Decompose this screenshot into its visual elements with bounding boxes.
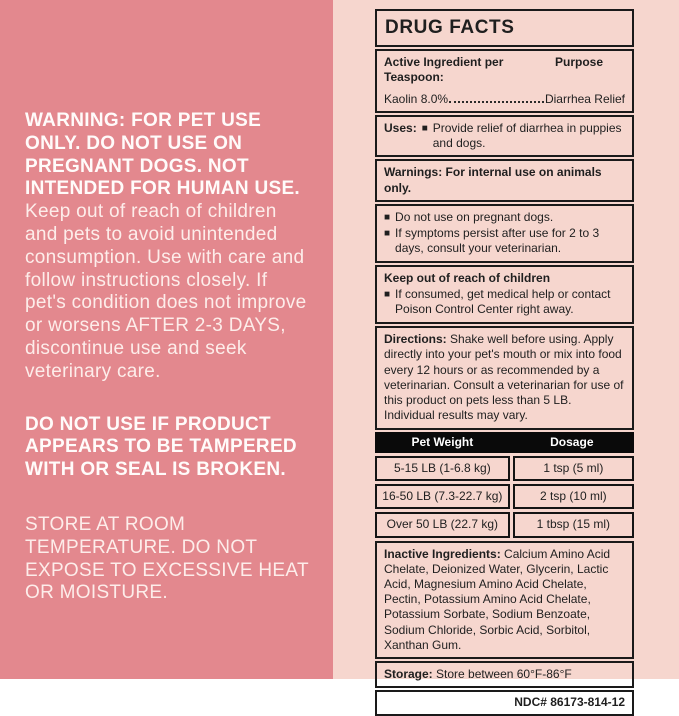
warning-bullet-item — [384, 226, 625, 256]
drug-facts-title: DRUG FACTS — [375, 9, 634, 47]
keep-out-section — [375, 265, 634, 324]
storage-text: Store between 60°F-86°F — [436, 667, 572, 682]
ingredient-row — [384, 92, 625, 107]
pet-use-warning-regular: Keep out of reach of children and pets to avoid unintended consumption. Use with care and follow instructions closely. If pet's condition does not improve or worsens AFTER 2-3 DAYS, discontinue use and seek veterinary care. — [25, 201, 307, 382]
pet-weight-cell: Over 50 LB (22.7 kg) — [375, 512, 510, 537]
storage-label: Storage: — [384, 667, 433, 682]
storage-warning: STORE AT ROOM TEMPERATURE. DO NOT EXPOSE TO EXCESSIVE HEAT OR MOISTURE. — [25, 513, 309, 604]
dosage-cell: 1 tbsp (15 ml) — [513, 512, 634, 537]
table-row — [375, 512, 634, 537]
warnings-bullets-section — [375, 204, 634, 264]
directions-text: Shake well before using. Apply directly into your pet's mouth or mix into food every 12 hours or as recommended by a veterinarian. Consult a veterinarian for use of this product on pets less than 5 LB. Individual results may vary. — [384, 332, 624, 423]
warnings-header-section: Warnings: For internal use on animals only. — [375, 159, 634, 201]
drug-facts-area — [333, 0, 679, 710]
active-ingredient-label: Active Ingredient per Teaspoon: — [384, 55, 504, 85]
pet-use-warning-bold: WARNING: FOR PET USE ONLY. DO NOT USE ON PREGNANT DOGS. NOT INTENDED FOR HUMAN USE. — [25, 110, 301, 200]
dosage-table — [375, 432, 634, 538]
table-row — [375, 484, 634, 509]
inactive-ingredients-section — [375, 541, 634, 660]
keep-out-bullet-text: If consumed, get medical help or contact Poison Control Center right away. — [395, 286, 611, 316]
directions-label: Directions: — [384, 332, 447, 347]
ingredient-purpose-value: Diarrhea Relief — [544, 91, 625, 106]
pet-weight-cell: 16-50 LB (7.3-22.7 kg) — [375, 484, 510, 509]
warning-bullet-text: If symptoms persist after use for 2 to 3 days, consult your veterinarian. — [395, 226, 600, 256]
pet-use-warning-paragraph — [25, 110, 311, 384]
uses-section — [375, 115, 634, 157]
keep-out-heading: Keep out of reach of children — [384, 271, 551, 286]
directions-section — [375, 326, 634, 429]
warning-bullet-text: Do not use on pregnant dogs. — [395, 209, 554, 224]
square-bullet-icon: ■ — [384, 228, 391, 239]
inactive-ingredients-label: Inactive Ingredients: — [384, 546, 501, 561]
ndc-number: NDC# 86173-814-12 — [375, 690, 634, 715]
storage-section — [375, 661, 634, 688]
pet-weight-cell: 5-15 LB (1-6.8 kg) — [375, 456, 510, 481]
pet-weight-column-header: Pet Weight — [411, 434, 474, 449]
square-bullet-icon: ■ — [384, 211, 391, 223]
warning-bullet-item — [384, 210, 625, 225]
dotted-leader — [449, 101, 544, 103]
uses-label: Uses: — [384, 120, 417, 135]
uses-text: Provide relief of diarrhea in puppies and dogs. — [432, 120, 622, 151]
square-bullet-icon: ■ — [421, 122, 428, 134]
dosage-column-header: Dosage — [550, 434, 594, 449]
active-ingredient-header-row — [384, 55, 625, 85]
inactive-ingredients-text: Calcium Amino Acid Chelate, Deionized Water, Glycerin, Lactic Acid, Magnesium Amino Acid Chelate, Pectin, Potassium Amino Acid Chelate, Potassium Sorbate, Sodium Benzoate, Sodium Chloride, Sorbic Acid, Sorbitol, Xanthan Gum. — [384, 546, 611, 652]
square-bullet-icon: ■ — [384, 288, 391, 300]
dosage-table-header — [375, 432, 634, 453]
ingredient-name: Kaolin 8.0% — [384, 91, 449, 106]
warning-panel — [0, 0, 333, 679]
dosage-cell: 2 tsp (10 ml) — [513, 484, 634, 509]
drug-facts-panel — [375, 9, 634, 716]
active-ingredient-section — [375, 49, 634, 113]
dosage-cell: 1 tsp (5 ml) — [513, 456, 634, 481]
tamper-warning: DO NOT USE IF PRODUCT APPEARS TO BE TAMPERED WITH OR SEAL IS BROKEN. — [25, 413, 297, 481]
table-row — [375, 456, 634, 481]
purpose-header: Purpose — [554, 55, 603, 70]
keep-out-bullet-item — [384, 287, 625, 317]
